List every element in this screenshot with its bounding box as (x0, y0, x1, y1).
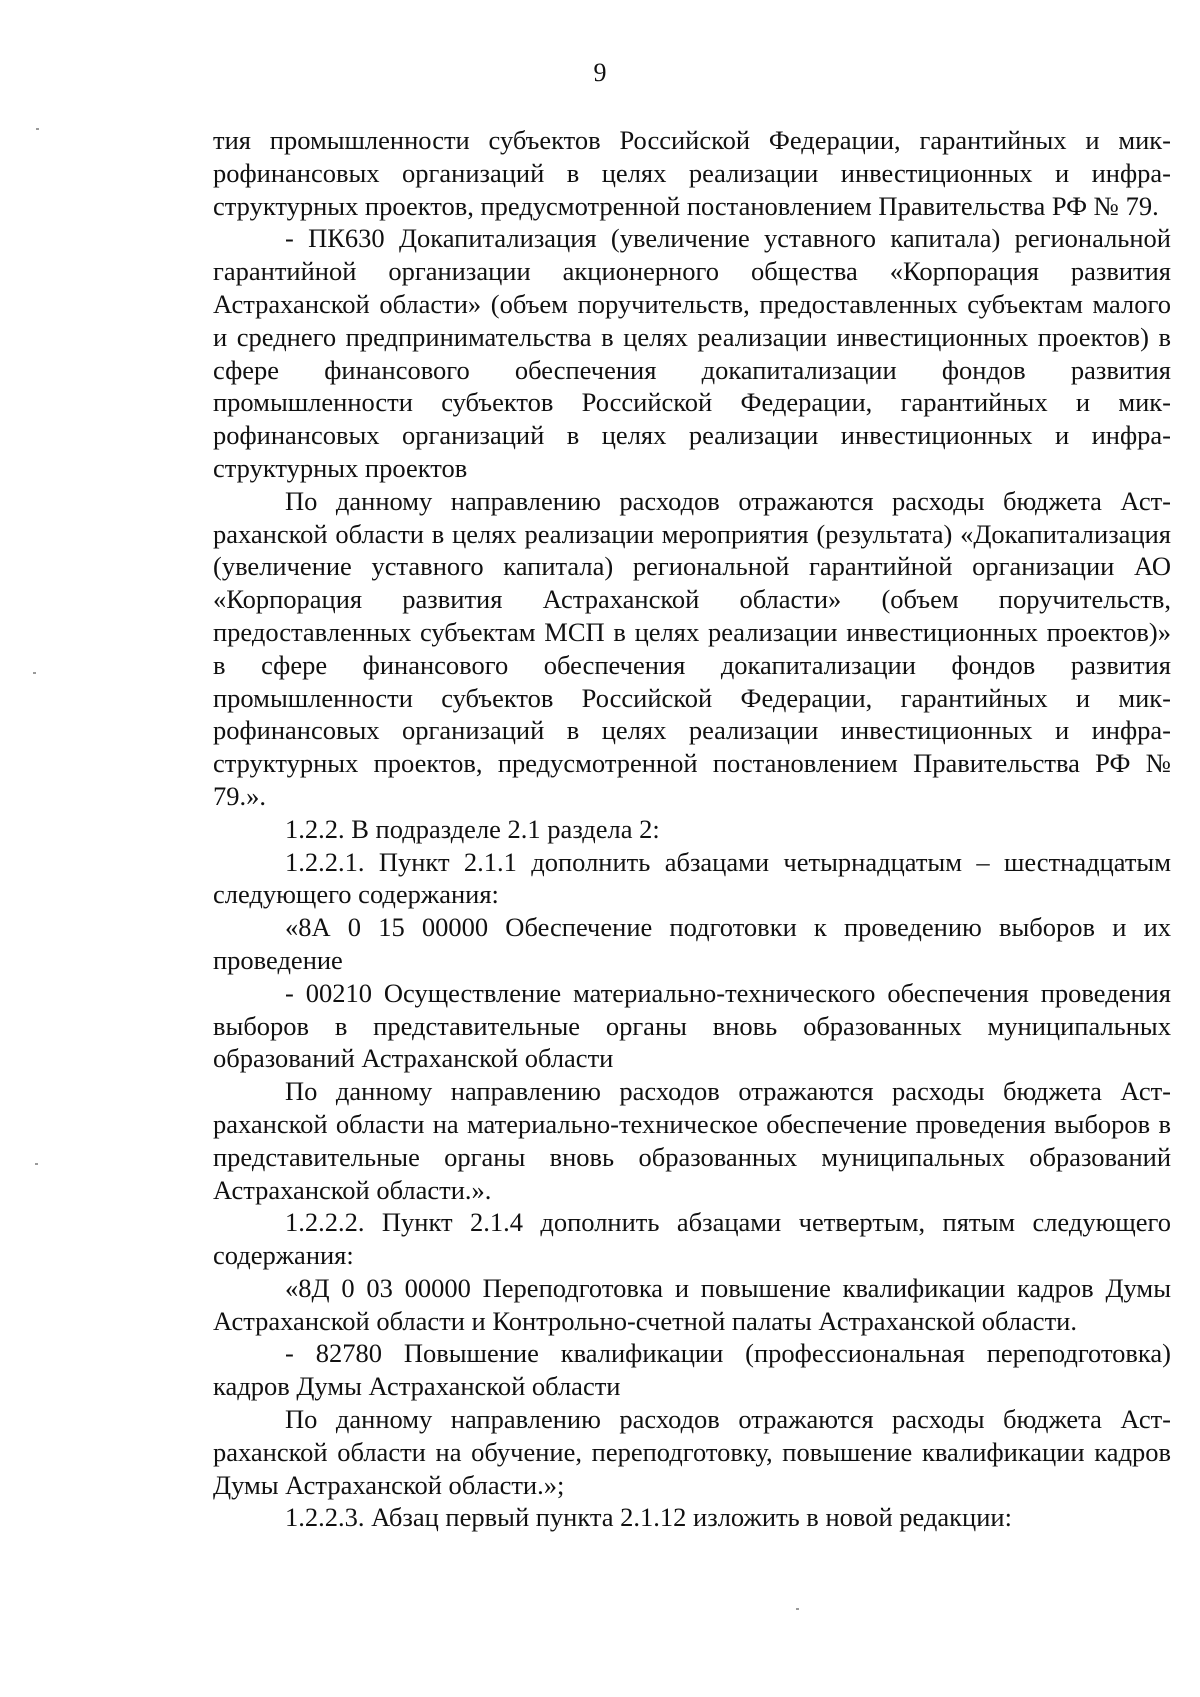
paragraph-11: - 82780 Повышение квалификации (профессиональная переподготовка) кадров Думы Астраханской области (213, 1338, 1171, 1402)
scan-speck (796, 1608, 799, 1610)
paragraph-12: По данному направлению расходов отражаются расходы бюджета Астраханской области на обучение, переподготовку, повышение квалификации кадров Думы Астраханской области.»; (213, 1404, 1171, 1500)
paragraph-13: 1.2.2.3. Абзац первый пункта 2.1.12 изложить в новой редакции: (285, 1502, 1012, 1533)
paragraph-9: 1.2.2.2. Пункт 2.1.4 дополнить абзацами четвертым, пятым следующего содержания: (213, 1207, 1171, 1271)
paragraph-5: 1.2.2.1. Пункт 2.1.1 дополнить абзацами четырнадцатым – шестнадцатым следующего содержания: (213, 846, 1171, 910)
document-body (213, 124, 1171, 1534)
scan-speck (35, 1163, 38, 1165)
paragraph-8: По данному направлению расходов отражаются расходы бюджета Астраханской области на материально-техническое обеспечение проведения выборов в представительные органы вновь образованных муниципальных образований Астраханской области.». (213, 1076, 1171, 1205)
paragraph-10: «8Д 0 03 00000 Переподготовка и повышение квалификации кадров Думы Астраханской области и Контрольно-счетной палаты Астраханской области. (213, 1272, 1171, 1336)
scan-speck (33, 672, 36, 674)
scan-speck (36, 128, 39, 130)
paragraph-1: тия промышленности субъектов Российской Федерации, гарантийных и микрофинансовых организаций в целях реализации инвестиционных и инфраструктурных проектов, предусмотренной постановлением Правительства РФ № 79. (213, 125, 1171, 221)
paragraph-6: «8А 0 15 00000 Обеспечение подготовки к проведению выборов и их проведение (213, 912, 1171, 975)
paragraph-4: 1.2.2. В подразделе 2.1 раздела 2: (285, 813, 660, 844)
page-number: 9 (593, 58, 607, 87)
paragraph-3: По данному направлению расходов отражаются расходы бюджета Астраханской области в целях реализации мероприятия (результата) «Докапитализация (увеличение уставного капитала) региональной гарантийной организации АО «Корпорация развития Астраханской области» (объем поручительств, предоставленных субъектам МСП в целях реализации инвестиционных проектов)» в сфере финансового обеспечения докапитализации фондов развития промышленности субъектов Российской Федерации, гарантийных и микрофинансовых организаций в целях реализации инвестиционных и инфраструктурных проектов, предусмотренной постановлением Правительства РФ № 79.». (213, 485, 1171, 811)
paragraph-7: - 00210 Осуществление материально-технического обеспечения проведения выборов в представительные органы вновь образованных муниципальных образований Астраханской области (213, 977, 1171, 1074)
paragraph-2: - ПК630 Докапитализация (увеличение уставного капитала) региональной гарантийной организации акционерного общества «Корпорация развития Астраханской области» (объем поручительств, предоставленных субъектам малого и среднего предпринимательства в целях реализации инвестиционных проектов) в сфере финансового обеспечения докапитализации фондов развития промышленности субъектов Российской Федерации, гарантийных и микрофинансовых организаций в целях реализации инвестиционных и инфраструктурных проектов (213, 223, 1171, 483)
